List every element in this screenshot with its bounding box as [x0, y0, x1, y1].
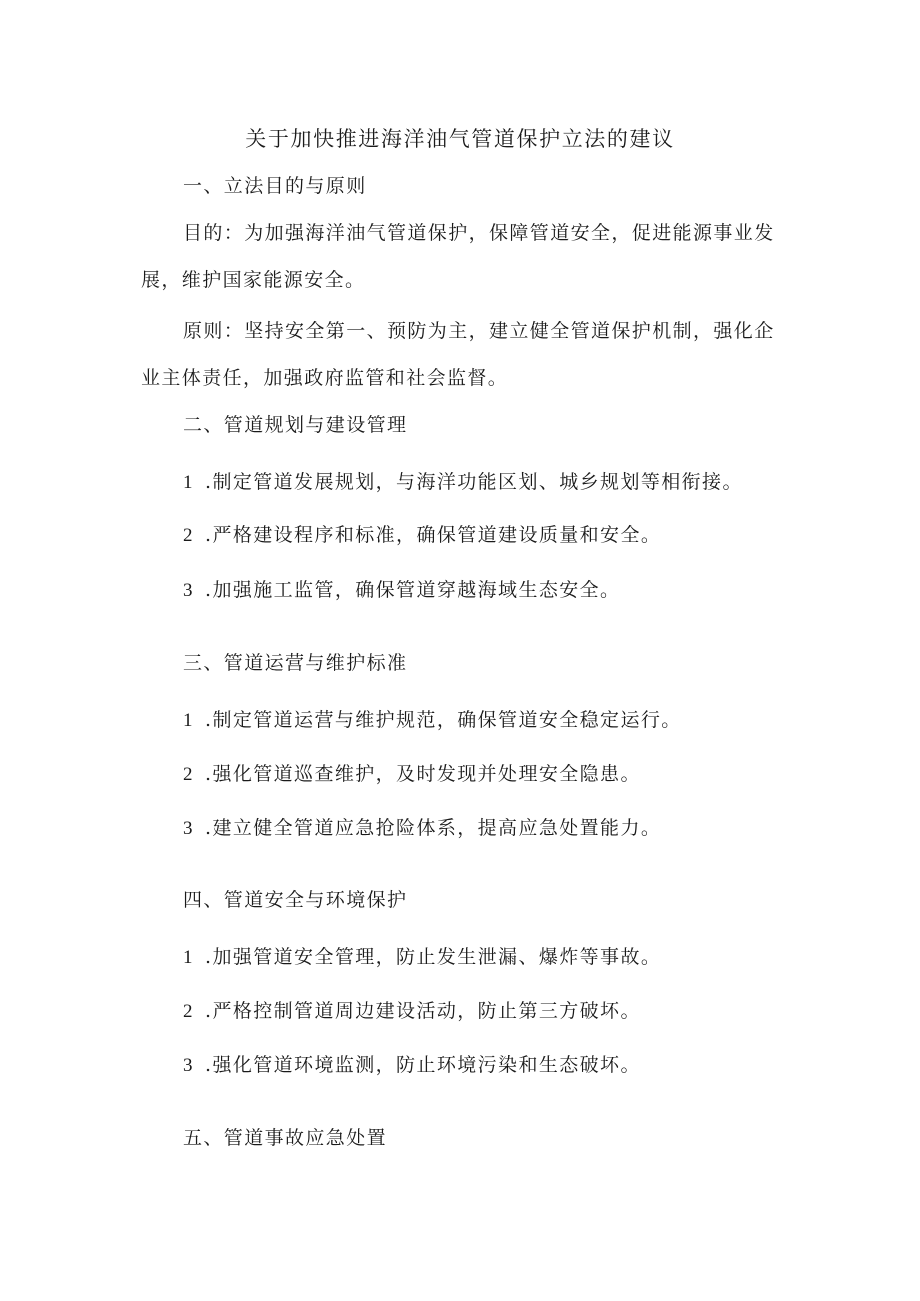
- section-heading-1: 一、立法目的与原则: [183, 175, 367, 197]
- list-item: [183, 816, 661, 841]
- list-item-number: 3: [183, 818, 194, 839]
- list-item: [183, 708, 682, 733]
- list-item: [183, 1053, 641, 1078]
- section-heading-2: 二、管道规划与建设管理: [183, 414, 408, 436]
- list-item-number: 3: [183, 580, 194, 601]
- list-item-text: .加强施工监管，确保管道穿越海域生态安全。: [205, 579, 621, 601]
- list-item-number: 2: [183, 1001, 194, 1022]
- paragraph-line: 原则：坚持安全第一、预防为主，建立健全管道保护机制，强化企: [183, 320, 775, 342]
- section-heading-3: 三、管道运营与维护标准: [183, 652, 408, 674]
- list-item: [183, 470, 743, 495]
- paragraph-line: 展，维护国家能源安全。: [141, 269, 366, 291]
- list-item-text: .建立健全管道应急抢险体系，提高应急处置能力。: [205, 817, 662, 839]
- list-item-text: .制定管道发展规划，与海洋功能区划、城乡规划等相衔接。: [205, 471, 743, 493]
- list-item: [183, 762, 641, 787]
- paragraph-line: 业主体责任，加强政府监管和社会监督。: [141, 367, 509, 389]
- list-item: [183, 578, 620, 603]
- list-item-number: 2: [183, 525, 194, 546]
- list-item-text: .严格控制管道周边建设活动，防止第三方破坏。: [205, 1000, 641, 1022]
- section-heading-4: 四、管道安全与环境保护: [183, 889, 408, 911]
- list-item: [183, 999, 641, 1024]
- section-heading-5: 五、管道事故应急处置: [183, 1127, 388, 1149]
- list-item-number: 3: [183, 1055, 194, 1076]
- list-item-text: .加强管道安全管理，防止发生泄漏、爆炸等事故。: [205, 946, 662, 968]
- paragraph-line: 目的：为加强海洋油气管道保护，保障管道安全，促进能源事业发: [183, 222, 775, 244]
- document-title: 关于加快推进海洋油气管道保护立法的建议: [245, 127, 675, 151]
- list-item-number: 1: [183, 947, 194, 968]
- list-item-number: 1: [183, 710, 194, 731]
- list-item-text: .强化管道巡查维护，及时发现并处理安全隐患。: [205, 763, 641, 785]
- list-item-text: .严格建设程序和标准，确保管道建设质量和安全。: [205, 524, 662, 546]
- list-item-number: 2: [183, 764, 194, 785]
- list-item-number: 1: [183, 472, 194, 493]
- list-item: [183, 945, 661, 970]
- list-item-text: .强化管道环境监测，防止环境污染和生态破坏。: [205, 1054, 641, 1076]
- list-item: [183, 523, 661, 548]
- list-item-text: .制定管道运营与维护规范，确保管道安全稳定运行。: [205, 709, 682, 731]
